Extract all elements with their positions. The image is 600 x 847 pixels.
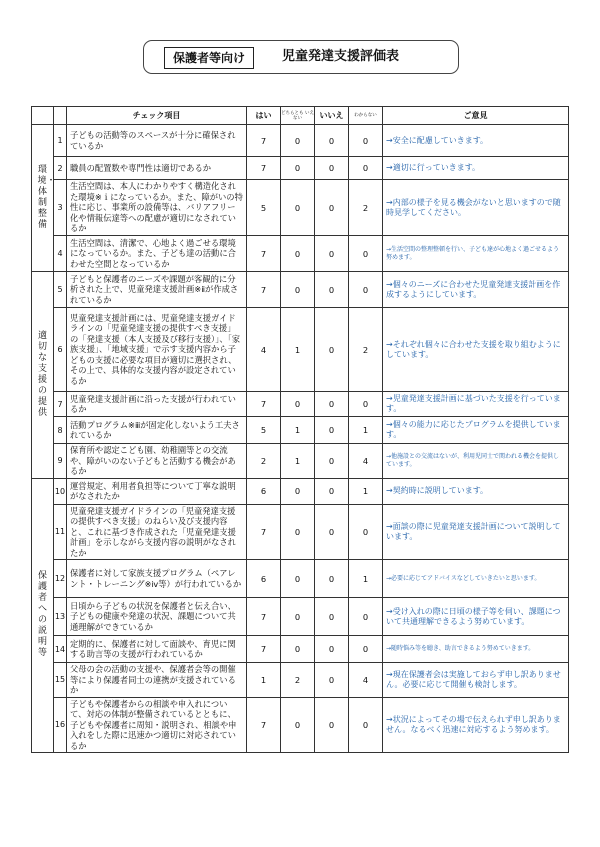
no-count: 0 — [315, 308, 349, 392]
neither-count: 0 — [281, 560, 315, 598]
title-box — [143, 40, 459, 74]
check-item-text: 子どもの活動等のスペースが十分に確保されているか — [67, 125, 247, 157]
yes-count: 7 — [247, 598, 281, 636]
check-item-text: 生活空間は、清潔で、心地よく過ごせる環境になっているか。また、子ども達の活動に合わせた空間となっているか — [67, 236, 247, 272]
unknown-count: 1 — [349, 478, 383, 504]
no-count: 0 — [315, 444, 349, 479]
evaluation-table — [31, 106, 569, 753]
neither-count: 0 — [281, 157, 315, 180]
table-row — [32, 392, 569, 417]
table-row — [32, 478, 569, 504]
header-check-item: チェック項目 — [67, 107, 247, 125]
row-number: 1 — [54, 125, 67, 157]
neither-count: 0 — [281, 236, 315, 272]
unknown-count: 0 — [349, 236, 383, 272]
neither-count: 1 — [281, 308, 315, 392]
unknown-count: 4 — [349, 444, 383, 479]
table-row — [32, 444, 569, 479]
no-count: 0 — [315, 236, 349, 272]
check-item-text: 児童発達支援ガイドラインの「児童発達支援の提供すべき支援」のねらい及び支援内容と、これに基づき作成された「児童発達支援計画」を示しながら支援内容の説明がなされたか — [67, 504, 247, 560]
neither-count: 1 — [281, 444, 315, 479]
row-number: 14 — [54, 636, 67, 663]
row-number: 10 — [54, 478, 67, 504]
neither-count: 1 — [281, 417, 315, 444]
header-no: いいえ — [315, 107, 349, 125]
unknown-count: 1 — [349, 417, 383, 444]
row-number: 12 — [54, 560, 67, 598]
unknown-count: 0 — [349, 598, 383, 636]
neither-count: 2 — [281, 663, 315, 698]
header-blank-category — [32, 107, 54, 125]
check-item-text: 児童発達支援計画に沿った支援が行われているか — [67, 392, 247, 417]
opinion-text: →現在保護者会は実施しておらず申し訳ありません。必要に応じて開催も検討します。 — [383, 663, 569, 698]
table-row — [32, 663, 569, 698]
row-number: 4 — [54, 236, 67, 272]
table-row — [32, 236, 569, 272]
check-item-text: 父母の会の活動の支援や、保護者会等の開催等により保護者同士の連携が支援されているか — [67, 663, 247, 698]
yes-count: 7 — [247, 272, 281, 308]
row-number: 9 — [54, 444, 67, 479]
yes-count: 5 — [247, 180, 281, 236]
table-row — [32, 272, 569, 308]
check-item-text: 運営規定、利用者負担等について丁寧な説明がなされたか — [67, 478, 247, 504]
row-number: 15 — [54, 663, 67, 698]
unknown-count: 0 — [349, 272, 383, 308]
opinion-text: →適切に行っていきます。 — [383, 157, 569, 180]
opinion-text: →面談の際に児童発達支援計画について説明しています。 — [383, 504, 569, 560]
table-row — [32, 417, 569, 444]
yes-count: 5 — [247, 417, 281, 444]
category-environment: 環境・体制整備 — [32, 125, 54, 272]
check-item-text: 児童発達支援計画には、児童発達支援ガイドラインの「児童発達支援の提供すべき支援」の「発達支援（本人支援及び移行支援）」、「家族支援」、「地域支援」で示す支援内容から子どもの支援に必要な項目が適切に選択され、その上で、具体的な支援内容が設定されているか — [67, 308, 247, 392]
opinion-text: →他施設との交流はないが、利用児同士で関われる機会を提供しています。 — [383, 444, 569, 479]
opinion-text: →状況によってその場で伝えられず申し訳ありません。なるべく迅速に対応するよう努めます。 — [383, 697, 569, 753]
table-header-row — [32, 107, 569, 125]
yes-count: 7 — [247, 392, 281, 417]
check-item-text: 保護者に対して家族支援プログラム（ペアレント・トレーニング※ⅳ等）が行われているか — [67, 560, 247, 598]
yes-count: 7 — [247, 504, 281, 560]
no-count: 0 — [315, 478, 349, 504]
neither-count: 0 — [281, 598, 315, 636]
unknown-count: 0 — [349, 697, 383, 753]
row-number: 8 — [54, 417, 67, 444]
unknown-count: 0 — [349, 125, 383, 157]
row-number: 5 — [54, 272, 67, 308]
opinion-text: →個々のニーズに合わせた児童発達支援計画を作成するようにしています。 — [383, 272, 569, 308]
unknown-count: 0 — [349, 504, 383, 560]
opinion-text: →随時悩み等を聴き、助言できるよう努めていきます。 — [383, 636, 569, 663]
no-count: 0 — [315, 125, 349, 157]
neither-count: 0 — [281, 392, 315, 417]
no-count: 0 — [315, 417, 349, 444]
no-count: 0 — [315, 157, 349, 180]
opinion-text: →受け入れの際に日頃の様子等を伺い、課題について共通理解できるよう努めています。 — [383, 598, 569, 636]
page-title: 児童発達支援評価表 — [282, 49, 400, 64]
row-number: 16 — [54, 697, 67, 753]
yes-count: 4 — [247, 308, 281, 392]
check-item-text: 保育所や認定こども園、幼稚園等との交流や、障がいのない子どもと活動する機会があるか — [67, 444, 247, 479]
check-item-text: 職員の配置数や専門性は適切であるか — [67, 157, 247, 180]
no-count: 0 — [315, 180, 349, 236]
opinion-text: →契約時に説明しています。 — [383, 478, 569, 504]
table-row — [32, 598, 569, 636]
yes-count: 7 — [247, 236, 281, 272]
unknown-count: 2 — [349, 180, 383, 236]
neither-count: 0 — [281, 125, 315, 157]
neither-count: 0 — [281, 636, 315, 663]
opinion-text: →児童発達支援計画に基づいた支援を行っています。 — [383, 392, 569, 417]
opinion-text: →それぞれ個々に合わせた支援を取り組むようにしています。 — [383, 308, 569, 392]
no-count: 0 — [315, 560, 349, 598]
no-count: 0 — [315, 663, 349, 698]
no-count: 0 — [315, 697, 349, 753]
row-number: 11 — [54, 504, 67, 560]
yes-count: 7 — [247, 636, 281, 663]
table-row — [32, 636, 569, 663]
unknown-count: 0 — [349, 392, 383, 417]
header-blank-number — [54, 107, 67, 125]
opinion-text: →個々の能力に応じたプログラムを提供しています。 — [383, 417, 569, 444]
row-number: 13 — [54, 598, 67, 636]
no-count: 0 — [315, 598, 349, 636]
header-neither: どちらとも いえない — [281, 107, 315, 125]
neither-count: 0 — [281, 272, 315, 308]
category-support: 適切な支援の提供 — [32, 272, 54, 479]
header-unknown: わからない — [349, 107, 383, 125]
yes-count: 7 — [247, 125, 281, 157]
table-row — [32, 125, 569, 157]
unknown-count: 1 — [349, 560, 383, 598]
opinion-text: →生活空間の整理整頓を行い、子ども達が心地よく過ごせるよう努めます。 — [383, 236, 569, 272]
table-row — [32, 308, 569, 392]
table-row — [32, 504, 569, 560]
neither-count: 0 — [281, 504, 315, 560]
neither-count: 0 — [281, 697, 315, 753]
row-number: 6 — [54, 308, 67, 392]
header-yes: はい — [247, 107, 281, 125]
opinion-text: →必要に応じてアドバイスなどしていきたいと思います。 — [383, 560, 569, 598]
no-count: 0 — [315, 272, 349, 308]
audience-tag: 保護者等向け — [164, 47, 254, 69]
check-item-text: 日頃から子どもの状況を保護者と伝え合い、子どもの健康や発達の状況、課題について共通理解ができているか — [67, 598, 247, 636]
neither-count: 0 — [281, 478, 315, 504]
table-row — [32, 697, 569, 753]
row-number: 7 — [54, 392, 67, 417]
no-count: 0 — [315, 636, 349, 663]
unknown-count: 0 — [349, 157, 383, 180]
no-count: 0 — [315, 504, 349, 560]
header-opinion: ご意見 — [383, 107, 569, 125]
yes-count: 1 — [247, 663, 281, 698]
yes-count: 7 — [247, 157, 281, 180]
neither-count: 0 — [281, 180, 315, 236]
check-item-text: 生活空間は、本人にわかりやすく構造化された環境※ｉになっているか。また、障がいの特性に応じ、事業所の設備等は、バリアフリー化や情報伝達等への配慮が適切になされているか — [67, 180, 247, 236]
unknown-count: 2 — [349, 308, 383, 392]
yes-count: 7 — [247, 697, 281, 753]
opinion-text: →安全に配慮していきます。 — [383, 125, 569, 157]
table-row — [32, 180, 569, 236]
opinion-text: →内部の様子を見る機会がないと思いますので随時見学してください。 — [383, 180, 569, 236]
check-item-text: 子どもと保護者のニーズや課題が客観的に分析された上で、児童発達支援計画※ⅱが作成されているか — [67, 272, 247, 308]
row-number: 2 — [54, 157, 67, 180]
table-row — [32, 560, 569, 598]
check-item-text: 子どもや保護者からの相談や申入れについて、対応の体制が整備されているとともに、子どもや保護者に周知・説明され、相談や申入れをした際に迅速かつ適切に対応されているか — [67, 697, 247, 753]
check-item-text: 活動プログラム※ⅲが固定化しないよう工夫されているか — [67, 417, 247, 444]
category-explanation: 保護者への説明等 — [32, 478, 54, 753]
yes-count: 6 — [247, 560, 281, 598]
unknown-count: 4 — [349, 663, 383, 698]
check-item-text: 定期的に、保護者に対して面談や、育児に関する助言等の支援が行われているか — [67, 636, 247, 663]
table-row — [32, 157, 569, 180]
no-count: 0 — [315, 392, 349, 417]
unknown-count: 0 — [349, 636, 383, 663]
row-number: 3 — [54, 180, 67, 236]
yes-count: 6 — [247, 478, 281, 504]
yes-count: 2 — [247, 444, 281, 479]
